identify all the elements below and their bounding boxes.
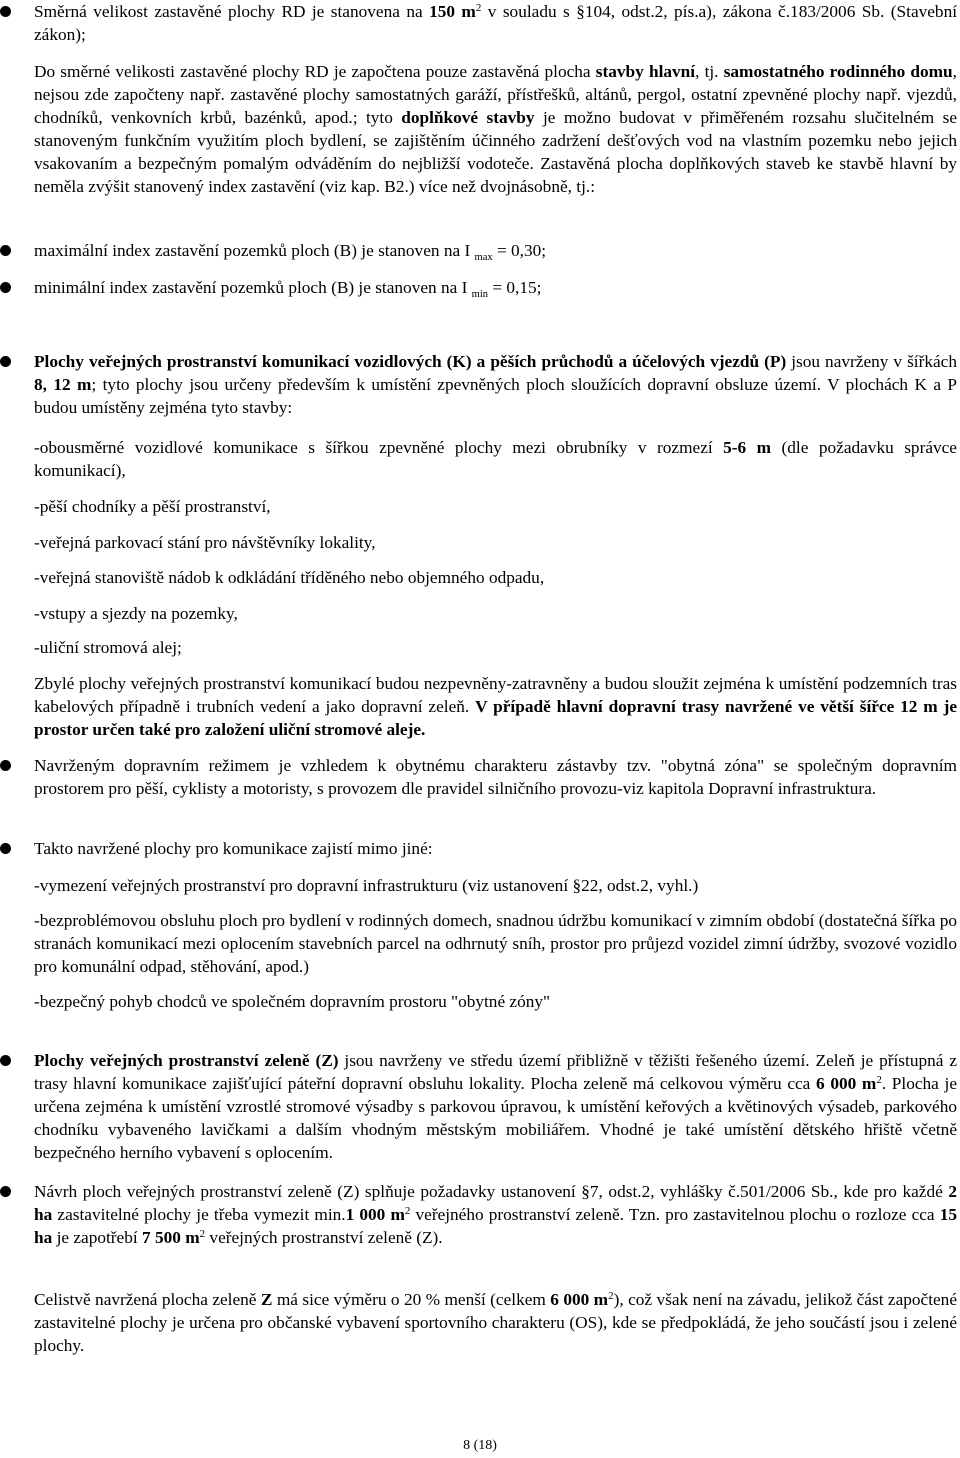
paragraph-greenery-requirements: Návrh ploch veřejných prostranství zeleně (Z) splňuje požadavky ustanovení §7, odst.2, vyhlášky č.501/2006 Sb., kde pro každé 2 ha zastavitelné plochy je třeba vymezit min.1 000 $m^2$ veřejného prostranství zeleně. Tzn. pro zastavitelnou plochu o rozloze cca 15 ha je zapotřebí 7 500 $m^2$ veřejných prostranství zeleně (Z). bbox=[34, 1182, 957, 1247]
paragraph-plot-size: Směrná velikost zastavěné plochy RD je stanovena na 150 $m^2$ v souladu s §104, odst.2, pís.a), zákona č.183/2006 Sb. (Stavební zákon); bbox=[34, 2, 958, 44]
paragraph-communications: Plochy veřejných prostranství komunikací vozidlových (K) a pěších průchodů a účelových vjezdů (P) jsou navrženy v šířkách 8, 12 m; tyto plochy jsou určeny především k umístění zpevněných ploch sloužících dopravní obsluze území. V plochách K a P budou umístěny zejména tyto stavby: bbox=[34, 352, 957, 417]
paragraph-traffic-regime: Navrženým dopravním režimem je vzhledem k obytnému charakteru zástavby tzv. "obytná zóna" se společným dopravním prostorem pro pěší, cyklisty a motoristy, s provozem dle pravidel silničního provozu-viz kapitola Dopravní infrastruktura. bbox=[34, 756, 957, 798]
bullet bbox=[0, 356, 11, 367]
bullet bbox=[0, 282, 11, 293]
bullet bbox=[0, 6, 11, 17]
list-item: -bezproblémovou obsluhu ploch pro bydlení v rodinných domech, snadnou údržbu komunikací v zimním období (dostatečná šířka po stranách komunikací mezi oplocením stavebních parcel na odhrnutý sníh, prostor pro průjezd vozidel zimní údržby, svozové vozidlo pro komunální odpad, stěhování, apod.) bbox=[34, 911, 957, 976]
list-item: -uliční stromová alej; bbox=[34, 638, 182, 657]
max-index-item: maximální index zastavění pozemků ploch (B) je stanoven na I $_{max}$ = 0,30; bbox=[34, 241, 547, 263]
list-item: -vstupy a sjezdy na pozemky, bbox=[34, 604, 238, 623]
page-number: 8 (18) bbox=[463, 1438, 497, 1453]
list-item: -obousměrné vozidlové komunikace s šířkou zpevněné plochy mezi obrubníky v rozmezí 5-6 m (dle požadavku správce komunikací), bbox=[34, 438, 957, 480]
list-item: -veřejná parkovací stání pro návštěvníky lokality, bbox=[34, 533, 376, 552]
bullet bbox=[0, 1055, 11, 1066]
paragraph-ensures: Takto navržené plochy pro komunikace zajistí mimo jiné: bbox=[34, 839, 433, 858]
bullet bbox=[0, 1186, 11, 1197]
paragraph-greenery-total: Celistvě navržená plocha zeleně Z má sice výměru o 20 % menší (celkem 6 000 $m^2$), což však není na závadu, jelikož část započtené zastavitelné plochy je určena pro občanské vybavení sportovního charakteru (OS), kde se předpokládá, že jeho součástí jsou i zelené plochy. bbox=[34, 1290, 957, 1355]
list-item: -pěší chodníky a pěší prostranství, bbox=[34, 497, 271, 516]
paragraph-greenery: Plochy veřejných prostranství zeleně (Z) jsou navrženy ve středu území přibližně v těžišti řešeného území. Zeleň je přístupná z trasy hlavní komunikace zajišťující páteřní dopravní obsluhu lokality. Plocha zeleně má celkovou výměru cca 6 000 $m^2$. Plocha je určena zejména k umístění vzrostlé stromové výsadby s parkovou úpravou, k umístění keřových a květinových výsadeb, parkového chodníku vybaveného lavičkami a dalším vhodným městským mobiliářem. Vhodné je také umístění dětského hřiště včetně bezpečného herního vybavení s oplocením. bbox=[34, 1051, 957, 1162]
paragraph-remaining-areas: Zbylé plochy veřejných prostranství komunikací budou nezpevněny-zatravněny a budou sloužit zejména k umístění podzemních tras kabelových případně i trubních vedení a jako dopravní zeleň. V případě hlavní dopravní trasy navržené ve větší šířce 12 m je prostor určen také pro založení uliční stromové aleje. bbox=[34, 674, 958, 739]
list-item: -bezpečný pohyb chodců ve společném dopravním prostoru "obytné zóny" bbox=[34, 992, 551, 1011]
min-index-item: minimální index zastavění pozemků ploch (B) je stanoven na I $_{min}$ = 0,15; bbox=[34, 278, 542, 300]
bullet bbox=[0, 843, 11, 854]
paragraph-main-building: Do směrné velikosti zastavěné plochy RD je započtena pouze zastavěná plocha stavby hlavní, tj. samostatného rodinného domu, nejsou zde započteny např. zastavěné plochy samostatných garáží, přístřešků, altánů, pergol, ostatní zpevněné plochy např. vjezdů, chodníků, venkovních krbů, bazénků, apod.; tyto doplňkové stavby je možno budovat v přiměřeném rozsahu slučitelném se stanoveným funkčním využitím ploch bydlení, se zajištěním účinného zadržení dešťových vod na vlastním pozemku nebo jejich vsakovaním a bezpečným pomalým odváděním do nejbližší vodoteče. Zastavěná plocha doplňkových staveb ke stavbě hlavní by neměla zvýšit stanovený index zastavění (viz kap. B2.) více než dvojnásobně, tj.: bbox=[34, 62, 958, 196]
list-item: -vymezení veřejných prostranství pro dopravní infrastrukturu (viz ustanovení §22, odst.2, vyhl.) bbox=[34, 876, 699, 895]
list-item: -veřejná stanoviště nádob k odkládání tříděného nebo objemného odpadu, bbox=[34, 568, 545, 587]
bullet bbox=[0, 245, 11, 256]
bullet bbox=[0, 760, 11, 771]
